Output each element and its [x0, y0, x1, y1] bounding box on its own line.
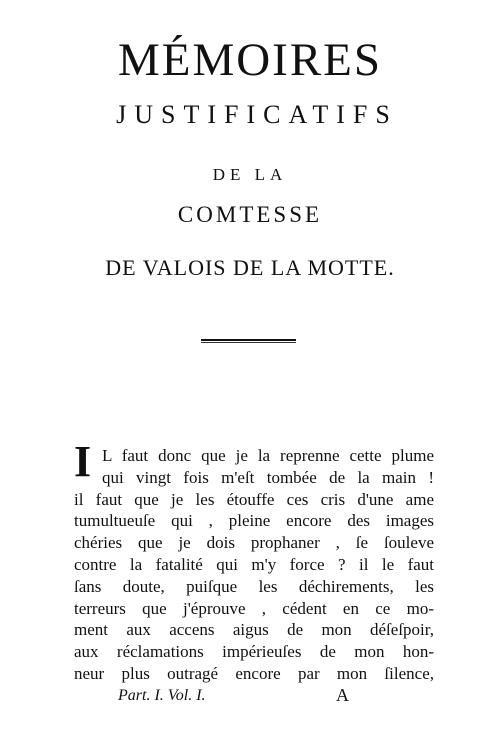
printer-signature: Part. I. Vol. I. [118, 687, 206, 704]
title-name: DE VALOIS DE LA MOTTE. [105, 255, 395, 280]
body-line: aux réclamations impérieuſes de mon hon- [74, 642, 434, 662]
drop-initial: I [74, 437, 92, 486]
body-line-1: L faut donc que je la reprenne cette plume [102, 446, 434, 465]
body-line: chéries que je dois prophaner , ſe ſouleve [74, 533, 434, 553]
body-line: contre la fatalité qui m'y force ? il le faut [74, 554, 434, 574]
body-line-2: qui vingt fois m'eſt tombée de la main ! [102, 467, 434, 487]
title-comtesse: COMTESSE [177, 202, 323, 227]
body-line: neur plus outragé encore par mon ſilence, [74, 663, 434, 683]
body-paragraph [74, 489, 434, 685]
title-memoires: MÉMOIRES [117, 34, 383, 86]
title-justificatifs: JUSTIFICATIFS [116, 100, 398, 129]
body-line: terreurs que j'éprouve , cédent en ce mo- [74, 598, 434, 618]
body-line: tumultueuſe qui , pleine encore des images [74, 511, 434, 531]
title-de-la: DE LA [212, 165, 288, 184]
signature-mark: A [336, 685, 349, 705]
ornamental-rule [201, 339, 296, 341]
body-line: ſans doute, puiſque les déchirements, les [74, 576, 434, 596]
body-line: ment aux accens aigus de mon déſeſpoir, [74, 620, 434, 640]
body-line: il faut que je les étouffe ces cris d'une ame [74, 489, 434, 509]
